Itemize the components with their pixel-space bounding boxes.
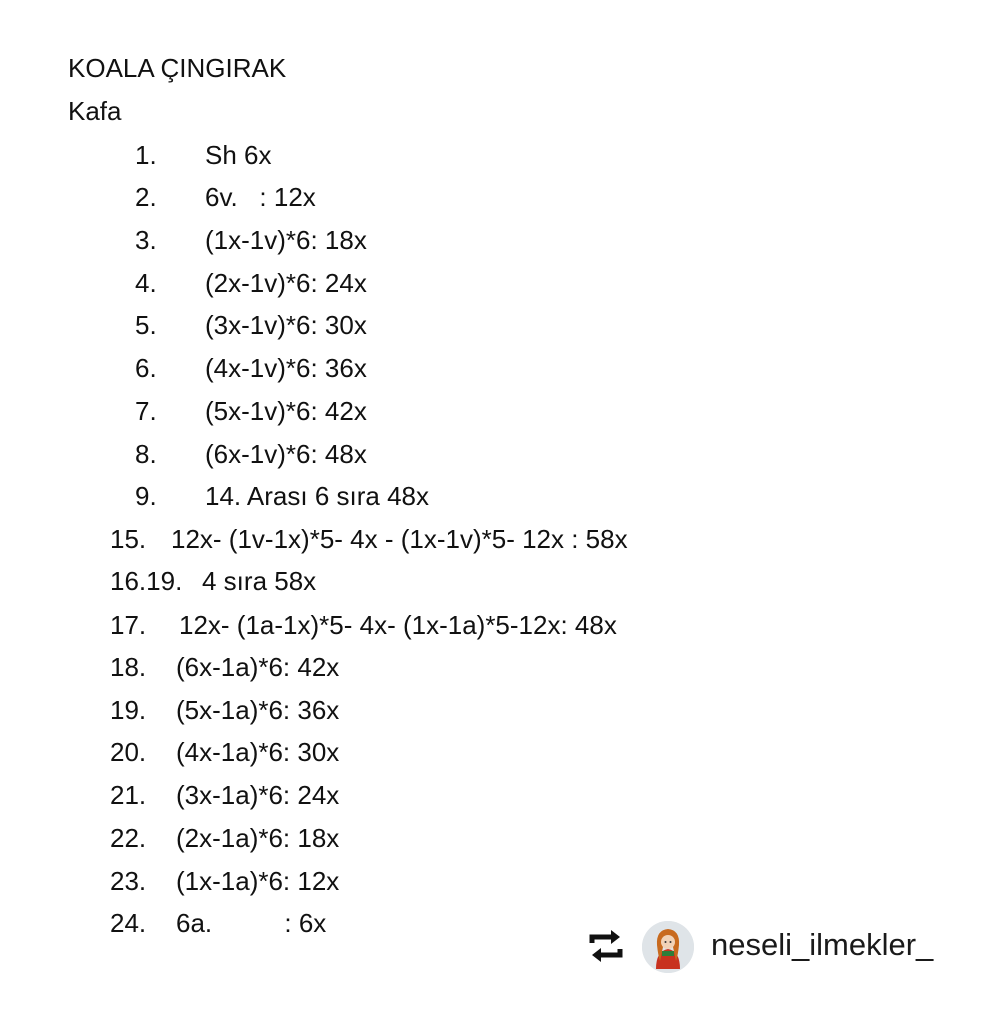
repost-username[interactable]: neseli_ilmekler_ <box>711 927 934 962</box>
step-number: 8. <box>135 439 157 469</box>
step-text: (2x-1v)*6: 24x <box>205 268 367 298</box>
repost-icon <box>586 928 626 964</box>
step-number: 5. <box>135 310 157 340</box>
step-number: 22. <box>110 823 147 853</box>
step-text: (5x-1a)*6: 36x <box>176 695 340 725</box>
step-number: 18. <box>110 652 147 682</box>
step-text: 6a. : 6x <box>176 908 327 938</box>
step-text: 4 sıra 58x <box>202 566 317 596</box>
profile-avatar[interactable] <box>642 921 694 973</box>
step-number: 9. <box>135 481 157 511</box>
step-number: 15. <box>110 524 147 554</box>
section-heading: Kafa <box>68 96 122 126</box>
document-title: KOALA ÇINGIRAK <box>68 53 287 83</box>
doll-avatar-icon <box>642 921 694 973</box>
step-text: (1x-1a)*6: 12x <box>176 866 340 896</box>
step-number: 2. <box>135 182 157 212</box>
pattern-step <box>0 908 327 1028</box>
step-text: Sh 6x <box>205 140 272 170</box>
step-number: 7. <box>135 396 157 426</box>
step-number: 16.19. <box>110 566 183 596</box>
step-number: 19. <box>110 695 147 725</box>
step-text: (3x-1a)*6: 24x <box>176 780 340 810</box>
step-text: 12x- (1a-1x)*5- 4x- (1x-1a)*5-12x: 48x <box>179 610 617 640</box>
step-text: (1x-1v)*6: 18x <box>205 225 367 255</box>
step-number: 3. <box>135 225 157 255</box>
step-number: 6. <box>135 353 157 383</box>
step-text: (6x-1v)*6: 48x <box>205 439 367 469</box>
step-text: (4x-1a)*6: 30x <box>176 737 340 767</box>
step-text: 6v. : 12x <box>205 182 316 212</box>
step-number: 24. <box>110 908 147 938</box>
step-number: 20. <box>110 737 147 767</box>
step-text: 14. Arası 6 sıra 48x <box>205 481 430 511</box>
step-text: (2x-1a)*6: 18x <box>176 823 340 853</box>
step-number: 21. <box>110 780 147 810</box>
repost-attribution <box>586 918 966 976</box>
step-number: 1. <box>135 140 157 170</box>
step-text: (5x-1v)*6: 42x <box>205 396 367 426</box>
step-text: (6x-1a)*6: 42x <box>176 652 340 682</box>
step-text: (3x-1v)*6: 30x <box>205 310 367 340</box>
step-text: 12x- (1v-1x)*5- 4x - (1x-1v)*5- 12x : 58x <box>171 524 628 554</box>
step-text: (4x-1v)*6: 36x <box>205 353 367 383</box>
step-number: 23. <box>110 866 147 896</box>
step-number: 4. <box>135 268 157 298</box>
step-number: 17. <box>110 610 147 640</box>
